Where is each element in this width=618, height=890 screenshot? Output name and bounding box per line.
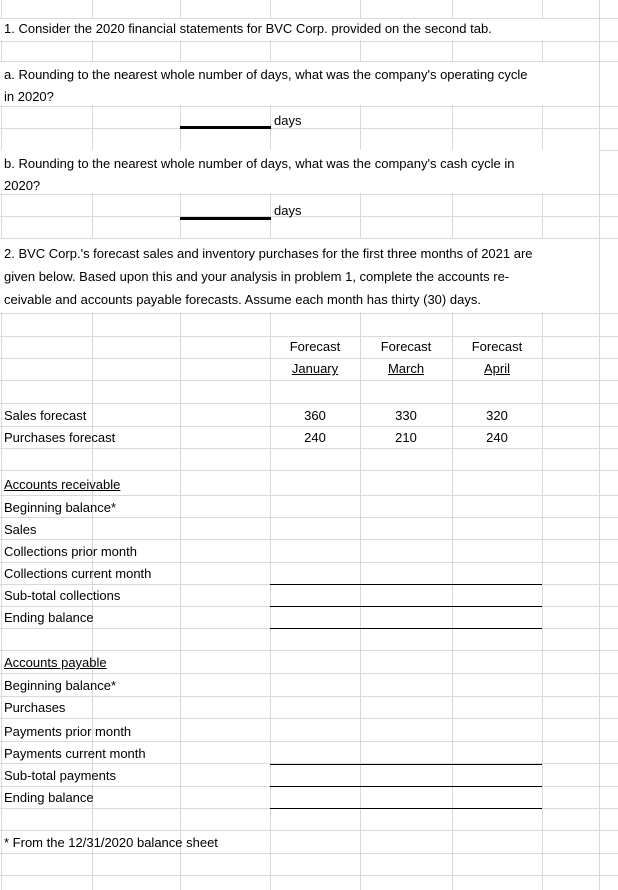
ar-sales-label: Sales <box>4 522 37 537</box>
sales-march[interactable]: 330 <box>395 408 417 423</box>
ar-subtotal-label: Sub-total collections <box>4 588 121 603</box>
ar-collections-current-label: Collections current month <box>4 566 152 581</box>
ar-ending-rule <box>270 606 542 607</box>
ap-subtotal-label: Sub-total payments <box>4 768 117 783</box>
ap-payments-prior-label: Payments prior month <box>4 724 132 739</box>
sales-forecast-label: Sales forecast <box>4 408 87 423</box>
ap-total-rule <box>270 808 542 809</box>
q1b-unit: days <box>274 203 302 218</box>
ap-ending-rule <box>270 786 542 787</box>
ap-payments-current-label: Payments current month <box>4 746 146 761</box>
col-header-2-month: March <box>387 361 425 376</box>
ap-beginning-balance-label: Beginning balance* <box>4 678 117 693</box>
q1a-unit: days <box>274 113 302 128</box>
q1a-answer-line <box>180 126 271 129</box>
ar-total-rule <box>270 628 542 629</box>
q2-text-line2: given below. Based upon this and your analysis in problem 1, complete the accounts re- <box>4 269 510 284</box>
ap-ending-balance-label: Ending balance <box>4 790 94 805</box>
sales-january[interactable]: 360 <box>304 408 326 423</box>
col-header-3-label: Forecast <box>471 339 523 354</box>
footnote: * From the 12/31/2020 balance sheet <box>4 835 218 850</box>
q2-text-line1: 2. BVC Corp.'s forecast sales and inventory purchases for the first three months of 2021 are <box>4 246 533 261</box>
ap-purchases-label: Purchases <box>4 700 66 715</box>
q1b-text-line1: b. Rounding to the nearest whole number of days, what was the company's cash cycle in <box>4 156 515 171</box>
col-header-3-month: April <box>483 361 510 376</box>
ar-subtotal-rule <box>270 584 542 585</box>
purchases-march[interactable]: 210 <box>395 430 417 445</box>
q2-text-line3: ceivable and accounts payable forecasts. Assume each month has thirty (30) days. <box>4 292 481 307</box>
q1b-answer-line <box>180 217 271 220</box>
q1-intro-text: 1. Consider the 2020 financial statements for BVC Corp. provided on the second tab. <box>4 21 492 36</box>
ar-beginning-balance-label: Beginning balance* <box>4 500 117 515</box>
col-header-2-label: Forecast <box>380 339 432 354</box>
ar-section-title: Accounts receivable <box>4 477 121 492</box>
ar-ending-balance-label: Ending balance <box>4 610 94 625</box>
purchases-april[interactable]: 240 <box>486 430 508 445</box>
ap-section-title: Accounts payable <box>4 655 107 670</box>
col-header-1-label: Forecast <box>289 339 341 354</box>
purchases-january[interactable]: 240 <box>304 430 326 445</box>
ar-collections-prior-label: Collections prior month <box>4 544 137 559</box>
ap-subtotal-rule <box>270 764 542 765</box>
q1a-text-line1: a. Rounding to the nearest whole number of days, what was the company's operating cycle <box>4 67 528 82</box>
col-header-1-month: January <box>291 361 339 376</box>
q1b-text-line2: 2020? <box>4 178 41 193</box>
purchases-forecast-label: Purchases forecast <box>4 430 116 445</box>
sales-april[interactable]: 320 <box>486 408 508 423</box>
q1a-text-line2: in 2020? <box>4 89 54 104</box>
